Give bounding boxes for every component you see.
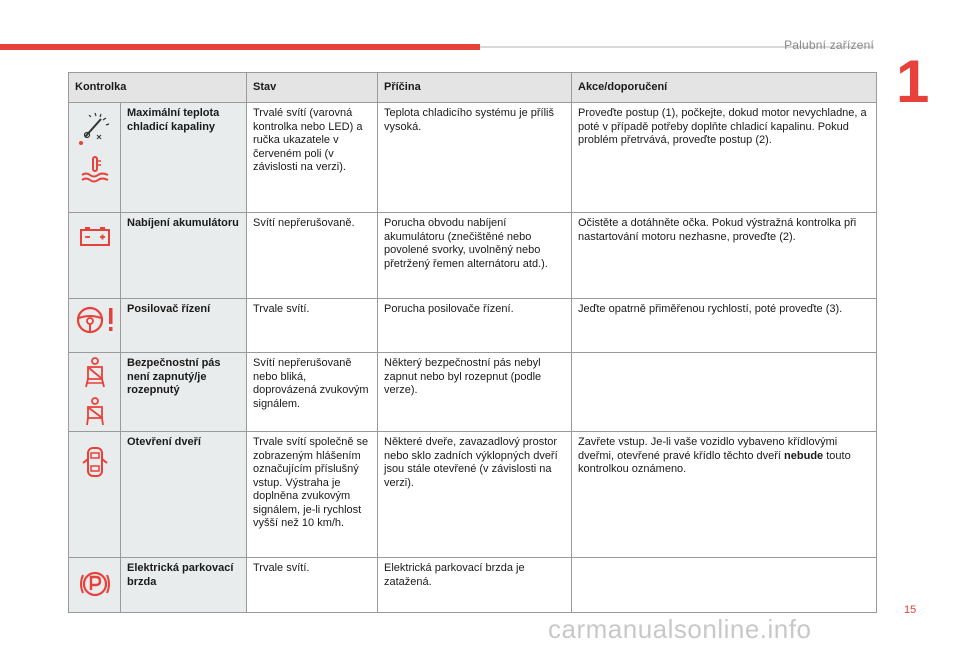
table-row — [69, 103, 877, 213]
table-header-row — [69, 73, 877, 103]
column-header: Stav — [247, 73, 378, 103]
warning-action: Jeďte opatrně přiměřenou rychlostí, poté proveďte (3). — [572, 299, 877, 353]
section-title: Palubní zařízení — [784, 38, 874, 52]
warning-cause: Některé dveře, zavazadlový prostor nebo sklo zadních výklopných dveří jsou stále otevřené (v závislosti na verzi). — [378, 432, 572, 558]
icon-cell — [69, 432, 121, 558]
table-row — [69, 299, 877, 353]
warning-cause: Teplota chladicího systému je příliš vysoká. — [378, 103, 572, 213]
column-header: Akce/doporučení — [572, 73, 877, 103]
column-header: Příčina — [378, 73, 572, 103]
warning-action — [572, 432, 877, 558]
warning-name: Nabíjení akumulátoru — [121, 213, 247, 299]
icon-cell — [69, 103, 121, 213]
warning-action: Proveďte postup (1), počkejte, dokud motor nevychladne, a poté v případě potřeby doplňte chladicí kapalinu. Pokud problém přetrvává, proveďte postup (2). — [572, 103, 877, 213]
warning-state: Trvalé svítí (varovná kontrolka nebo LED) a ručka ukazatele v červeném poli (v závislosti na verzi). — [247, 103, 378, 213]
warning-action — [572, 353, 877, 432]
page-number: 15 — [904, 604, 917, 616]
warning-state: Trvale svítí. — [247, 558, 378, 613]
table-row — [69, 558, 877, 613]
battery-icon — [79, 225, 111, 247]
warning-cause: Porucha obvodu nabíjení akumulátoru (znečištěné nebo povolené svorky, uvolněný nebo přetržený řemen alternátoru atd.). — [378, 213, 572, 299]
power-steering-icon — [73, 305, 117, 335]
warning-name: Posilovač řízení — [121, 299, 247, 353]
warning-action: Očistěte a dotáhněte očka. Pokud výstražná kontrolka při nastartování motoru nezhasne, proveďte (2). — [572, 213, 877, 299]
icon-cell — [69, 299, 121, 353]
warning-cause: Některý bezpečnostní pás nebyl zapnut nebo byl rozepnut (podle verze). — [378, 353, 572, 432]
header-accent-bar — [0, 44, 480, 50]
warning-cause: Porucha posilovače řízení. — [378, 299, 572, 353]
action-text: Zavřete vstup. Je-li vaše vozidlo vybaveno křídlovými dveřmi, otevřené pravé křídlo těchto dveří — [578, 436, 838, 462]
icon-cell — [69, 353, 121, 432]
icon-cell — [69, 213, 121, 299]
column-header: Kontrolka — [69, 73, 247, 103]
seatbelt-rear-icon — [82, 397, 108, 427]
warning-state: Svítí nepřerušovaně. — [247, 213, 378, 299]
action-text-end: touto kontrolkou oznámeno. — [578, 449, 851, 475]
warning-action — [572, 558, 877, 613]
icon-cell — [69, 558, 121, 613]
warning-name: Bezpečnostní pás není zapnutý/je rozepnutý — [121, 353, 247, 432]
warning-name: Elektrická parkovací brzda — [121, 558, 247, 613]
coolant-temperature-icon — [80, 155, 110, 183]
table-row — [69, 432, 877, 558]
table-row — [69, 213, 877, 299]
warning-lights-table — [68, 72, 877, 613]
door-open-icon — [81, 444, 109, 480]
warning-name: Otevření dveří — [121, 432, 247, 558]
warning-state: Svítí nepřerušovaně nebo bliká, doprovázená zvukovým signálem. — [247, 353, 378, 432]
warning-state: Trvale svítí. — [247, 299, 378, 353]
warning-name: Maximální teplota chladicí kapaliny — [121, 103, 247, 213]
table-row — [69, 353, 877, 432]
action-emphasis: nebude — [784, 449, 824, 462]
seatbelt-front-icon — [82, 357, 108, 389]
parking-brake-icon — [77, 568, 113, 600]
coolant-temperature-gauge-icon — [75, 107, 115, 147]
watermark: carmanualsonline.info — [548, 614, 812, 644]
warning-state: Trvale svítí společně se zobrazeným hlášením označujícím příslušný vstup. Výstraha je doplněna zvukovým signálem, je-li rychlost vyšší než 10 km/h. — [247, 432, 378, 558]
chapter-number: 1 — [896, 48, 930, 115]
warning-cause: Elektrická parkovací brzda je zatažená. — [378, 558, 572, 613]
